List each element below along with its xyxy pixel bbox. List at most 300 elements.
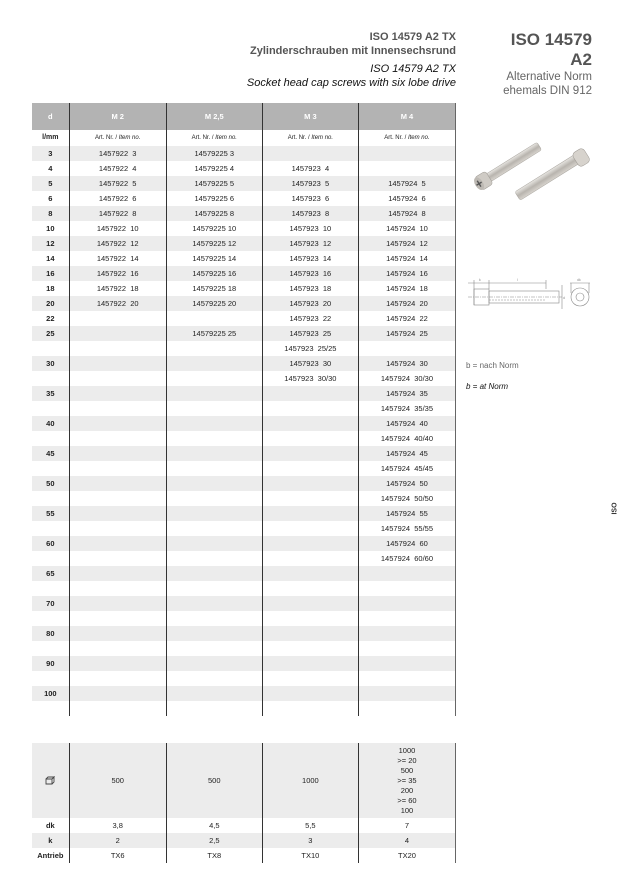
dk-m3: 5,5 bbox=[262, 818, 358, 833]
length-cell: 18 bbox=[46, 284, 55, 293]
article-number-cell bbox=[69, 626, 166, 641]
article-number-cell bbox=[262, 146, 358, 161]
article-number-cell bbox=[262, 641, 358, 656]
article-number-cell: 1457922 18 bbox=[69, 281, 166, 296]
table-row bbox=[32, 641, 456, 656]
length-cell: 40 bbox=[46, 419, 55, 428]
article-number-cell bbox=[69, 656, 166, 671]
article-number-cell bbox=[262, 551, 358, 566]
table-header-row bbox=[32, 103, 456, 130]
table-row bbox=[32, 341, 456, 356]
article-number-cell bbox=[166, 611, 262, 626]
norm-block bbox=[503, 30, 592, 98]
norm-line-1: ISO 14579 bbox=[510, 30, 592, 49]
article-number-cell bbox=[262, 431, 358, 446]
article-number-cell: 1457922 14 bbox=[69, 251, 166, 266]
length-cell: 35 bbox=[46, 389, 55, 398]
article-number-cell: 1457924 20 bbox=[358, 296, 456, 311]
article-number-cell bbox=[358, 671, 456, 686]
table-row bbox=[32, 236, 456, 251]
subheader-art bbox=[166, 130, 262, 146]
table-row bbox=[32, 566, 456, 581]
article-number-cell bbox=[358, 656, 456, 671]
norm-line-2: A2 bbox=[570, 50, 592, 69]
length-cell bbox=[32, 641, 69, 656]
article-number-cell: 1457923 5 bbox=[262, 176, 358, 191]
k-m3: 3 bbox=[262, 833, 358, 848]
article-number-cell: 14579225 6 bbox=[166, 191, 262, 206]
article-number-cell bbox=[166, 596, 262, 611]
article-number-cell: 1457922 16 bbox=[69, 266, 166, 281]
k-m25: 2,5 bbox=[166, 833, 262, 848]
length-cell: 5 bbox=[48, 179, 53, 188]
header-m3: M 3 bbox=[262, 103, 358, 130]
article-number-cell bbox=[69, 311, 166, 326]
drive-m2: TX6 bbox=[69, 848, 166, 863]
art-item: Item no. bbox=[407, 135, 430, 141]
article-number-cell: 1457924 45/45 bbox=[358, 461, 456, 476]
length-cell bbox=[32, 701, 69, 716]
length-cell bbox=[32, 371, 69, 386]
length-cell: 45 bbox=[46, 449, 55, 458]
article-number-cell bbox=[358, 161, 456, 176]
art-item: Item no. bbox=[215, 135, 237, 141]
table-row bbox=[32, 506, 456, 521]
article-number-cell bbox=[166, 431, 262, 446]
article-number-cell: 1457923 18 bbox=[262, 281, 358, 296]
table-row bbox=[32, 596, 456, 611]
table-row bbox=[32, 521, 456, 536]
article-number-cell bbox=[69, 341, 166, 356]
length-cell: 90 bbox=[46, 659, 55, 668]
article-number-cell: 1457924 16 bbox=[358, 266, 456, 281]
header-m2: M 2 bbox=[69, 103, 166, 130]
article-number-cell: 14579225 5 bbox=[166, 176, 262, 191]
article-number-cell bbox=[69, 596, 166, 611]
table-row bbox=[32, 371, 456, 386]
article-number-cell bbox=[262, 596, 358, 611]
article-number-cell: 1457924 5 bbox=[358, 176, 456, 191]
article-number-cell: 14579225 20 bbox=[166, 296, 262, 311]
length-cell bbox=[32, 551, 69, 566]
packaging-m4-line: >= 35 bbox=[397, 775, 417, 785]
length-cell: 8 bbox=[48, 209, 53, 218]
article-number-cell: 14579225 8 bbox=[166, 206, 262, 221]
article-number-cell bbox=[166, 656, 262, 671]
length-cell: 12 bbox=[46, 239, 55, 248]
length-cell: 6 bbox=[48, 194, 53, 203]
dk-row bbox=[32, 818, 456, 833]
article-number-cell bbox=[69, 536, 166, 551]
article-number-cell bbox=[358, 611, 456, 626]
article-number-cell bbox=[358, 626, 456, 641]
article-number-cell bbox=[166, 536, 262, 551]
page-header bbox=[247, 30, 456, 90]
packaging-m4-line: 200 bbox=[400, 785, 414, 795]
article-number-cell bbox=[69, 521, 166, 536]
article-number-cell: 14579225 4 bbox=[166, 161, 262, 176]
article-number-cell bbox=[358, 581, 456, 596]
article-number-cell bbox=[262, 671, 358, 686]
table-row bbox=[32, 686, 456, 701]
article-number-cell: 14579225 14 bbox=[166, 251, 262, 266]
article-number-cell: 1457924 25 bbox=[358, 326, 456, 341]
packaging-m3: 1000 bbox=[262, 743, 358, 818]
art-prefix: Art. Nr. / bbox=[95, 135, 119, 141]
article-number-cell bbox=[69, 581, 166, 596]
screw-product-image bbox=[462, 118, 612, 208]
article-number-cell: 1457923 22 bbox=[262, 311, 358, 326]
k-m4: 4 bbox=[358, 833, 456, 848]
article-number-cell bbox=[69, 401, 166, 416]
article-number-cell bbox=[262, 656, 358, 671]
article-number-cell bbox=[69, 431, 166, 446]
article-number-cell bbox=[166, 641, 262, 656]
article-number-cell: 1457922 6 bbox=[69, 191, 166, 206]
article-number-cell bbox=[166, 446, 262, 461]
length-cell: 30 bbox=[46, 359, 55, 368]
article-number-cell bbox=[166, 311, 262, 326]
article-number-cell: 1457924 55/55 bbox=[358, 521, 456, 536]
article-number-cell: 1457924 10 bbox=[358, 221, 456, 236]
table-row bbox=[32, 491, 456, 506]
subheader-art bbox=[358, 130, 456, 146]
article-number-cell: 1457924 30/30 bbox=[358, 371, 456, 386]
packaging-m4-line: >= 60 bbox=[397, 795, 417, 805]
article-number-cell bbox=[262, 506, 358, 521]
table-row bbox=[32, 401, 456, 416]
article-number-cell bbox=[262, 521, 358, 536]
article-number-cell: 1457923 8 bbox=[262, 206, 358, 221]
length-cell bbox=[32, 671, 69, 686]
length-cell: 55 bbox=[46, 509, 55, 518]
table-row bbox=[32, 146, 456, 161]
subheader-lmm: l/mm bbox=[42, 134, 59, 141]
packaging-m4-line: 500 bbox=[400, 765, 414, 775]
article-number-cell: 1457923 10 bbox=[262, 221, 358, 236]
title-de-1: ISO 14579 A2 TX bbox=[369, 31, 456, 43]
article-number-cell bbox=[166, 506, 262, 521]
package-box-icon bbox=[32, 743, 69, 818]
article-number-cell: 1457923 16 bbox=[262, 266, 358, 281]
article-number-cell bbox=[358, 596, 456, 611]
table-row bbox=[32, 446, 456, 461]
article-number-cell: 1457924 12 bbox=[358, 236, 456, 251]
article-number-cell: 1457922 20 bbox=[69, 296, 166, 311]
table-row bbox=[32, 476, 456, 491]
article-number-cell: 1457924 60/60 bbox=[358, 551, 456, 566]
norm-alt-2: ehemals DIN 912 bbox=[503, 85, 592, 97]
article-number-cell: 1457923 12 bbox=[262, 236, 358, 251]
table-row bbox=[32, 461, 456, 476]
article-number-cell: 1457922 12 bbox=[69, 236, 166, 251]
article-number-cell: 1457923 6 bbox=[262, 191, 358, 206]
k-label: k bbox=[48, 836, 53, 845]
length-cell: 10 bbox=[46, 224, 55, 233]
article-number-cell bbox=[166, 491, 262, 506]
length-cell bbox=[32, 581, 69, 596]
article-number-cell bbox=[262, 491, 358, 506]
article-number-cell: 1457923 20 bbox=[262, 296, 358, 311]
table-row bbox=[32, 251, 456, 266]
dk-m4: 7 bbox=[358, 818, 456, 833]
drive-label: Antrieb bbox=[37, 851, 64, 860]
art-item: Item no. bbox=[118, 135, 141, 141]
article-number-cell: 1457923 25/25 bbox=[262, 341, 358, 356]
article-number-cell bbox=[262, 566, 358, 581]
article-number-cell bbox=[166, 581, 262, 596]
table-row bbox=[32, 221, 456, 236]
length-cell: 3 bbox=[48, 149, 53, 158]
article-number-cell: 1457924 55 bbox=[358, 506, 456, 521]
table-row bbox=[32, 671, 456, 686]
article-number-cell bbox=[358, 641, 456, 656]
article-number-cell: 1457922 10 bbox=[69, 221, 166, 236]
article-number-cell: 1457924 50 bbox=[358, 476, 456, 491]
article-number-cell bbox=[69, 506, 166, 521]
subheader-art bbox=[262, 130, 358, 146]
article-number-cell bbox=[262, 536, 358, 551]
length-cell bbox=[32, 431, 69, 446]
length-cell: 70 bbox=[46, 599, 55, 608]
article-number-cell: 14579225 12 bbox=[166, 236, 262, 251]
note-b-en: b = at Norm bbox=[466, 382, 509, 391]
length-cell: 4 bbox=[48, 164, 53, 173]
article-number-cell bbox=[358, 566, 456, 581]
drawing-label-dk: dk bbox=[577, 278, 581, 282]
article-number-cell bbox=[69, 641, 166, 656]
drive-m3: TX10 bbox=[262, 848, 358, 863]
article-number-cell bbox=[69, 371, 166, 386]
table-row bbox=[32, 626, 456, 641]
length-cell: 65 bbox=[46, 569, 55, 578]
article-number-cell: 14579225 3 bbox=[166, 146, 262, 161]
article-number-cell: 1457924 50/50 bbox=[358, 491, 456, 506]
article-number-cell bbox=[166, 701, 262, 716]
article-number-cell bbox=[166, 416, 262, 431]
length-cell: 100 bbox=[44, 689, 57, 698]
article-number-cell bbox=[262, 701, 358, 716]
drawing-label-d: d bbox=[563, 296, 565, 300]
article-number-cell bbox=[166, 401, 262, 416]
article-number-cell bbox=[166, 356, 262, 371]
drive-m4: TX20 bbox=[358, 848, 456, 863]
drawing-label-k: k bbox=[479, 278, 481, 282]
length-cell: 80 bbox=[46, 629, 55, 638]
article-number-cell bbox=[166, 521, 262, 536]
article-number-cell: 1457924 18 bbox=[358, 281, 456, 296]
length-cell bbox=[32, 521, 69, 536]
art-item: Item no. bbox=[311, 135, 334, 141]
article-number-cell: 1457924 40/40 bbox=[358, 431, 456, 446]
length-cell: 50 bbox=[46, 479, 55, 488]
technical-drawing bbox=[462, 275, 597, 325]
table-row bbox=[32, 611, 456, 626]
table-row bbox=[32, 161, 456, 176]
article-number-cell: 14579225 10 bbox=[166, 221, 262, 236]
article-number-cell bbox=[69, 476, 166, 491]
packaging-m4-line: 1000 bbox=[398, 745, 416, 755]
spec-table bbox=[32, 743, 456, 863]
article-number-cell bbox=[262, 626, 358, 641]
article-number-cell bbox=[166, 386, 262, 401]
article-number-cell: 1457922 3 bbox=[69, 146, 166, 161]
length-cell: 16 bbox=[46, 269, 55, 278]
article-number-cell bbox=[69, 671, 166, 686]
length-cell: 20 bbox=[46, 299, 55, 308]
article-number-cell bbox=[69, 461, 166, 476]
article-number-cell bbox=[166, 476, 262, 491]
table-row bbox=[32, 206, 456, 221]
article-number-cell bbox=[166, 371, 262, 386]
length-cell bbox=[32, 461, 69, 476]
table-row bbox=[32, 281, 456, 296]
table-row bbox=[32, 581, 456, 596]
article-number-cell bbox=[262, 416, 358, 431]
table-row bbox=[32, 656, 456, 671]
article-number-cell bbox=[262, 461, 358, 476]
article-number-cell: 1457922 8 bbox=[69, 206, 166, 221]
article-number-cell bbox=[166, 671, 262, 686]
article-number-cell: 1457924 40 bbox=[358, 416, 456, 431]
article-number-cell bbox=[69, 491, 166, 506]
length-cell bbox=[32, 611, 69, 626]
article-number-cell: 1457922 5 bbox=[69, 176, 166, 191]
article-number-cell bbox=[69, 386, 166, 401]
subheader-art bbox=[69, 130, 166, 146]
article-number-cell bbox=[166, 461, 262, 476]
article-number-cell: 1457924 60 bbox=[358, 536, 456, 551]
table-row bbox=[32, 701, 456, 716]
article-number-cell bbox=[262, 581, 358, 596]
packaging-m4-line: >= 20 bbox=[397, 755, 417, 765]
dk-m2: 3,8 bbox=[69, 818, 166, 833]
length-cell bbox=[32, 491, 69, 506]
length-cell: 22 bbox=[46, 314, 55, 323]
article-number-cell bbox=[69, 551, 166, 566]
header-d: d bbox=[48, 112, 53, 121]
table-subheader-row bbox=[32, 130, 456, 146]
article-number-cell bbox=[358, 701, 456, 716]
packaging-row bbox=[32, 743, 456, 818]
table-row bbox=[32, 191, 456, 206]
article-number-cell: 1457923 25 bbox=[262, 326, 358, 341]
drive-m25: TX8 bbox=[166, 848, 262, 863]
article-number-cell: 1457924 14 bbox=[358, 251, 456, 266]
art-prefix: Art. Nr. / bbox=[287, 135, 312, 141]
table-row bbox=[32, 296, 456, 311]
packaging-m4 bbox=[358, 743, 456, 818]
table-row bbox=[32, 431, 456, 446]
article-number-cell: 1457923 14 bbox=[262, 251, 358, 266]
article-number-cell bbox=[262, 446, 358, 461]
length-cell: 60 bbox=[46, 539, 55, 548]
article-number-cell bbox=[69, 611, 166, 626]
article-number-cell: 1457924 22 bbox=[358, 311, 456, 326]
length-cell: 14 bbox=[46, 254, 55, 263]
article-number-cell: 1457924 45 bbox=[358, 446, 456, 461]
article-table bbox=[32, 103, 456, 716]
drive-row bbox=[32, 848, 456, 863]
header-m25: M 2,5 bbox=[166, 103, 262, 130]
article-number-cell bbox=[69, 326, 166, 341]
table-row bbox=[32, 356, 456, 371]
article-number-cell: 1457924 35 bbox=[358, 386, 456, 401]
art-prefix: Art. Nr. / bbox=[191, 135, 216, 141]
article-number-cell bbox=[69, 566, 166, 581]
header-m4: M 4 bbox=[358, 103, 456, 130]
article-number-cell: 1457923 30/30 bbox=[262, 371, 358, 386]
title-de-2: Zylinderschrauben mit Innensechsrund bbox=[250, 45, 456, 57]
norm-alt-1: Alternative Norm bbox=[506, 71, 592, 83]
article-number-cell: 1457924 6 bbox=[358, 191, 456, 206]
table-row bbox=[32, 536, 456, 551]
article-number-cell bbox=[358, 686, 456, 701]
dk-m25: 4,5 bbox=[166, 818, 262, 833]
title-en-2: Socket head cap screws with six lobe drive bbox=[246, 77, 456, 89]
article-number-cell: 1457924 30 bbox=[358, 356, 456, 371]
article-number-cell bbox=[262, 476, 358, 491]
length-cell: 25 bbox=[46, 329, 55, 338]
article-number-cell: 14579225 16 bbox=[166, 266, 262, 281]
article-number-cell bbox=[69, 356, 166, 371]
article-number-cell bbox=[262, 386, 358, 401]
table-row bbox=[32, 176, 456, 191]
packaging-m4-line: 100 bbox=[400, 805, 414, 815]
article-number-cell bbox=[166, 566, 262, 581]
article-number-cell bbox=[69, 701, 166, 716]
article-number-cell: 1457923 4 bbox=[262, 161, 358, 176]
article-number-cell bbox=[69, 686, 166, 701]
art-prefix: Art. Nr. / bbox=[384, 135, 408, 141]
article-number-cell bbox=[166, 686, 262, 701]
article-number-cell bbox=[358, 341, 456, 356]
article-number-cell bbox=[69, 416, 166, 431]
note-b-de: b = nach Norm bbox=[466, 361, 519, 370]
article-number-cell bbox=[358, 146, 456, 161]
article-number-cell: 1457924 8 bbox=[358, 206, 456, 221]
article-number-cell bbox=[166, 626, 262, 641]
side-tab-label: ISO bbox=[611, 502, 619, 515]
packaging-m25: 500 bbox=[166, 743, 262, 818]
article-number-cell: 1457922 4 bbox=[69, 161, 166, 176]
article-number-cell bbox=[262, 686, 358, 701]
table-row bbox=[32, 311, 456, 326]
dk-label: dk bbox=[45, 821, 55, 830]
table-row bbox=[32, 386, 456, 401]
table-row bbox=[32, 326, 456, 341]
article-number-cell: 1457924 35/35 bbox=[358, 401, 456, 416]
article-number-cell: 1457923 30 bbox=[262, 356, 358, 371]
packaging-m2: 500 bbox=[69, 743, 166, 818]
article-number-cell bbox=[166, 551, 262, 566]
article-number-cell bbox=[166, 341, 262, 356]
drawing-label-l: l bbox=[517, 278, 518, 282]
length-cell bbox=[32, 401, 69, 416]
article-number-cell bbox=[69, 446, 166, 461]
article-number-cell bbox=[262, 611, 358, 626]
table-body bbox=[32, 146, 456, 716]
article-number-cell bbox=[262, 401, 358, 416]
k-m2: 2 bbox=[69, 833, 166, 848]
title-en-1: ISO 14579 A2 TX bbox=[370, 63, 456, 75]
article-number-cell: 14579225 18 bbox=[166, 281, 262, 296]
k-row bbox=[32, 833, 456, 848]
table-row bbox=[32, 266, 456, 281]
table-row bbox=[32, 551, 456, 566]
length-cell bbox=[32, 341, 69, 356]
article-number-cell: 14579225 25 bbox=[166, 326, 262, 341]
